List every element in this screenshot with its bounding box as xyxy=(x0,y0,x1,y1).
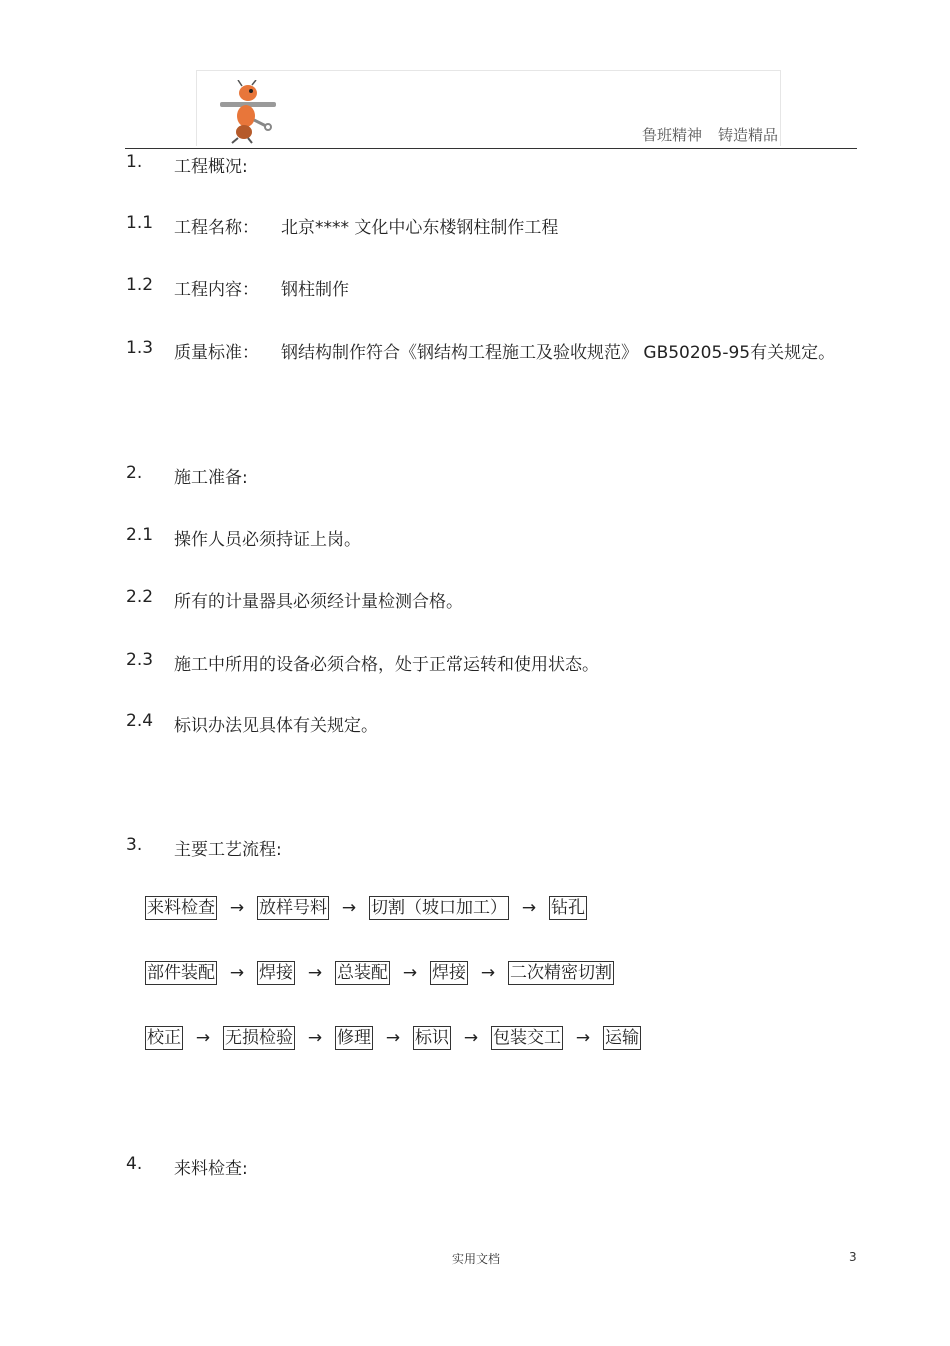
section-text: 操作人员必须持证上岗。 xyxy=(174,530,361,550)
flow-step-box: 总装配 xyxy=(337,963,388,983)
flow-arrow: → xyxy=(385,1028,401,1048)
flow-arrow: → xyxy=(575,1028,591,1048)
flow-step-box: 无损检验 xyxy=(225,1028,293,1048)
flow-arrow: → xyxy=(341,898,357,918)
flow-step-box: 运输 xyxy=(605,1028,639,1048)
flow-arrow: → xyxy=(480,963,496,983)
section-value: 北京**** 文化中心东楼钢柱制作工程 xyxy=(281,218,559,238)
flow-step-box: 焊接 xyxy=(432,963,466,983)
flow-arrow: → xyxy=(307,1028,323,1048)
section-number: 1.1 xyxy=(126,213,154,233)
section-text: 质量标准： xyxy=(174,343,259,363)
flow-step-box: 来料检查 xyxy=(147,898,215,918)
section-text: 工程内容： xyxy=(174,280,259,300)
section-text: 主要工艺流程: xyxy=(174,840,282,860)
flow-arrow: → xyxy=(307,963,323,983)
section-number: 1.2 xyxy=(126,275,154,295)
section-text: 来料检查: xyxy=(174,1159,248,1179)
flow-arrow: → xyxy=(402,963,418,983)
flow-step-box: 放样号料 xyxy=(259,898,327,918)
section-text: 工程概况: xyxy=(174,157,248,177)
section-text: 标识办法见具体有关规定。 xyxy=(174,716,378,736)
flow-arrow: → xyxy=(229,898,245,918)
flow-step-box: 切割（坡口加工） xyxy=(371,898,507,918)
flow-step-box: 标识 xyxy=(415,1028,449,1048)
section-number: 1.3 xyxy=(126,338,154,358)
section-text: 所有的计量器具必须经计量检测合格。 xyxy=(174,592,463,612)
flow-row xyxy=(145,896,587,920)
header-rule xyxy=(125,148,857,149)
flow-row xyxy=(145,1026,641,1050)
flow-arrow: → xyxy=(463,1028,479,1048)
section-number: 2. xyxy=(126,463,143,483)
footer-title: 实用文档 xyxy=(452,1252,501,1266)
slogan-part-1: 鲁班精神 xyxy=(641,126,702,144)
section-value: 钢柱制作 xyxy=(281,280,349,300)
flow-arrow: → xyxy=(521,898,537,918)
section-text: 施工准备: xyxy=(174,468,248,488)
section-number: 2.1 xyxy=(126,525,154,545)
section-number: 2.2 xyxy=(126,587,154,607)
flow-step-box: 校正 xyxy=(147,1028,181,1048)
section-text: 施工中所用的设备必须合格，处于正常运转和使用状态。 xyxy=(174,655,599,675)
section-value: 钢结构制作符合《钢结构工程施工及验收规范》 GB50205-95有关规定。 xyxy=(281,343,836,363)
slogan-part-2: 铸造精品 xyxy=(717,126,778,144)
ant-mascot-logo xyxy=(218,80,280,144)
flow-row xyxy=(145,961,614,985)
header-slogan xyxy=(642,124,778,145)
section-text: 工程名称： xyxy=(174,218,259,238)
flow-step-box: 焊接 xyxy=(259,963,293,983)
flow-step-box: 修理 xyxy=(337,1028,371,1048)
flow-step-box: 部件装配 xyxy=(147,963,215,983)
flow-arrow: → xyxy=(195,1028,211,1048)
page-number: 3 xyxy=(849,1250,857,1264)
flow-arrow: → xyxy=(229,963,245,983)
section-number: 3. xyxy=(126,835,143,855)
section-number: 4. xyxy=(126,1154,143,1174)
flow-step-box: 钻孔 xyxy=(551,898,585,918)
flow-step-box: 二次精密切割 xyxy=(510,963,612,983)
section-number: 2.3 xyxy=(126,650,154,670)
section-number: 2.4 xyxy=(126,711,154,731)
flow-step-box: 包装交工 xyxy=(493,1028,561,1048)
section-number: 1. xyxy=(126,152,143,172)
